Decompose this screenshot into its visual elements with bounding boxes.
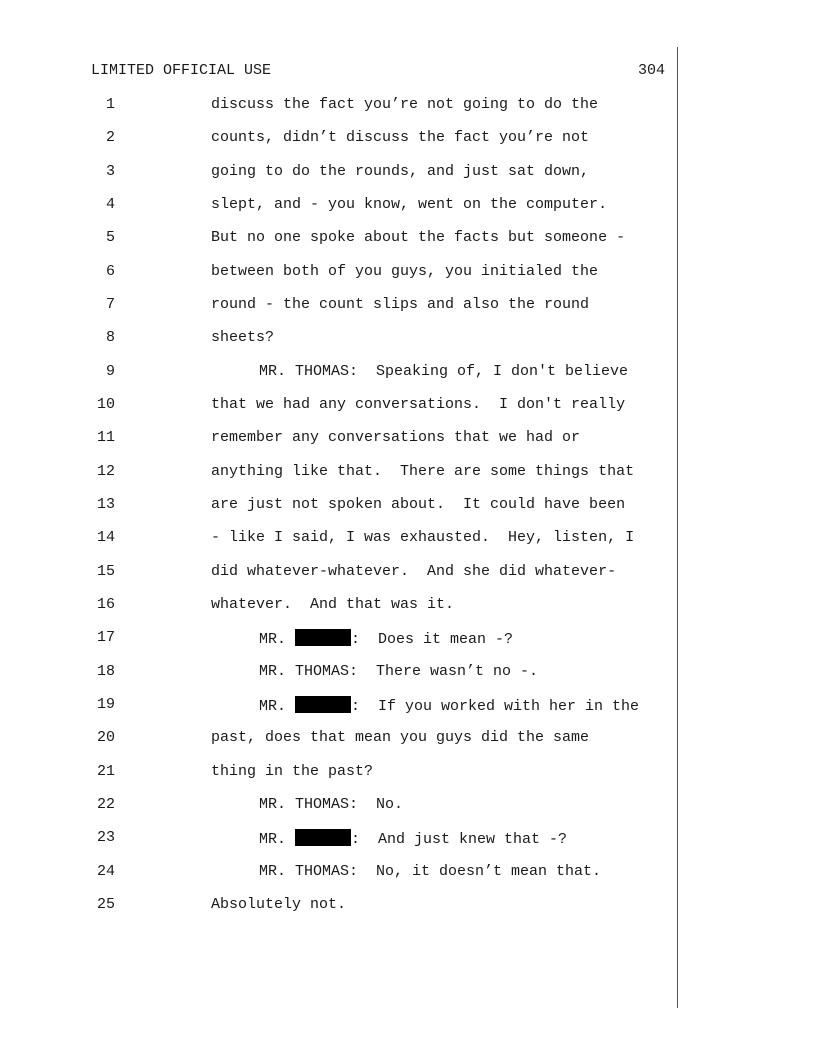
transcript-line (0, 729, 676, 749)
line-number: 12 (96, 463, 115, 480)
line-number: 7 (105, 296, 115, 313)
line-text: MR. THOMAS: Speaking of, I don't believe (259, 363, 629, 380)
line-text: that we had any conversations. I don't really (211, 396, 626, 413)
transcript-line (0, 563, 676, 583)
transcript-line (0, 163, 676, 183)
transcript-line (0, 229, 676, 249)
page-number: 304 (638, 62, 666, 79)
speaker-remark: : If you worked with her in the (351, 698, 640, 715)
line-text: MR. THOMAS: There wasn’t no -. (259, 663, 539, 680)
transcript-line (0, 263, 676, 283)
line-text (259, 629, 513, 648)
transcript-line (0, 363, 676, 383)
line-text: counts, didn’t discuss the fact you’re not (211, 129, 590, 146)
line-number: 13 (96, 496, 115, 513)
line-number: 20 (96, 729, 115, 746)
line-number: 1 (105, 96, 115, 113)
line-text: sheets? (211, 329, 275, 346)
line-text: did whatever-whatever. And she did whatever- (211, 563, 617, 580)
line-text: between both of you guys, you initialed the (211, 263, 599, 280)
line-text (259, 829, 567, 848)
transcript-line (0, 296, 676, 316)
redaction-block (295, 629, 351, 646)
line-text: MR. THOMAS: No. (259, 796, 404, 813)
classification-marking: LIMITED OFFICIAL USE (91, 62, 272, 79)
transcript-line (0, 96, 676, 116)
transcript-line (0, 696, 676, 716)
transcript-line (0, 829, 676, 849)
line-number: 23 (96, 829, 115, 846)
line-number: 3 (105, 163, 115, 180)
line-text: going to do the rounds, and just sat down, (211, 163, 590, 180)
line-text: - like I said, I was exhausted. Hey, listen, I (211, 529, 635, 546)
line-number: 18 (96, 663, 115, 680)
line-number: 14 (96, 529, 115, 546)
transcript-line (0, 663, 676, 683)
line-text: remember any conversations that we had or (211, 429, 581, 446)
speaker-title: MR. (259, 831, 287, 848)
line-text: anything like that. There are some things that (211, 463, 635, 480)
transcript-line (0, 863, 676, 883)
transcript-line (0, 629, 676, 649)
transcript-line (0, 129, 676, 149)
line-number: 15 (96, 563, 115, 580)
line-number: 24 (96, 863, 115, 880)
transcript-line (0, 196, 676, 216)
line-text (259, 696, 639, 715)
transcript-line (0, 396, 676, 416)
line-number: 22 (96, 796, 115, 813)
speaker-remark: : And just knew that -? (351, 831, 568, 848)
transcript-line (0, 429, 676, 449)
line-number: 21 (96, 763, 115, 780)
line-number: 17 (96, 629, 115, 646)
redaction-block (295, 829, 351, 846)
line-text: slept, and - you know, went on the computer. (211, 196, 608, 213)
line-number: 2 (105, 129, 115, 146)
line-number: 11 (96, 429, 115, 446)
transcript-line (0, 796, 676, 816)
line-number: 10 (96, 396, 115, 413)
line-text: thing in the past? (211, 763, 374, 780)
speaker-title: MR. (259, 698, 287, 715)
line-text: MR. THOMAS: No, it doesn’t mean that. (259, 863, 602, 880)
speaker-remark: : Does it mean -? (351, 631, 514, 648)
right-margin-rule (677, 47, 678, 1008)
redaction-block (295, 696, 351, 713)
line-text: Absolutely not. (211, 896, 347, 913)
transcript-line (0, 529, 676, 549)
line-text: But no one spoke about the facts but someone - (211, 229, 626, 246)
line-text: round - the count slips and also the round (211, 296, 590, 313)
line-number: 6 (105, 263, 115, 280)
transcript-line (0, 329, 676, 349)
line-number: 8 (105, 329, 115, 346)
line-number: 4 (105, 196, 115, 213)
line-number: 19 (96, 696, 115, 713)
line-number: 9 (105, 363, 115, 380)
line-number: 25 (96, 896, 115, 913)
transcript-line (0, 496, 676, 516)
line-number: 16 (96, 596, 115, 613)
transcript-line (0, 596, 676, 616)
line-number: 5 (105, 229, 115, 246)
line-text: are just not spoken about. It could have been (211, 496, 626, 513)
line-text: past, does that mean you guys did the same (211, 729, 590, 746)
transcript-line (0, 463, 676, 483)
line-text: discuss the fact you’re not going to do the (211, 96, 599, 113)
transcript-line (0, 896, 676, 916)
line-text: whatever. And that was it. (211, 596, 455, 613)
transcript-line (0, 763, 676, 783)
speaker-title: MR. (259, 631, 287, 648)
